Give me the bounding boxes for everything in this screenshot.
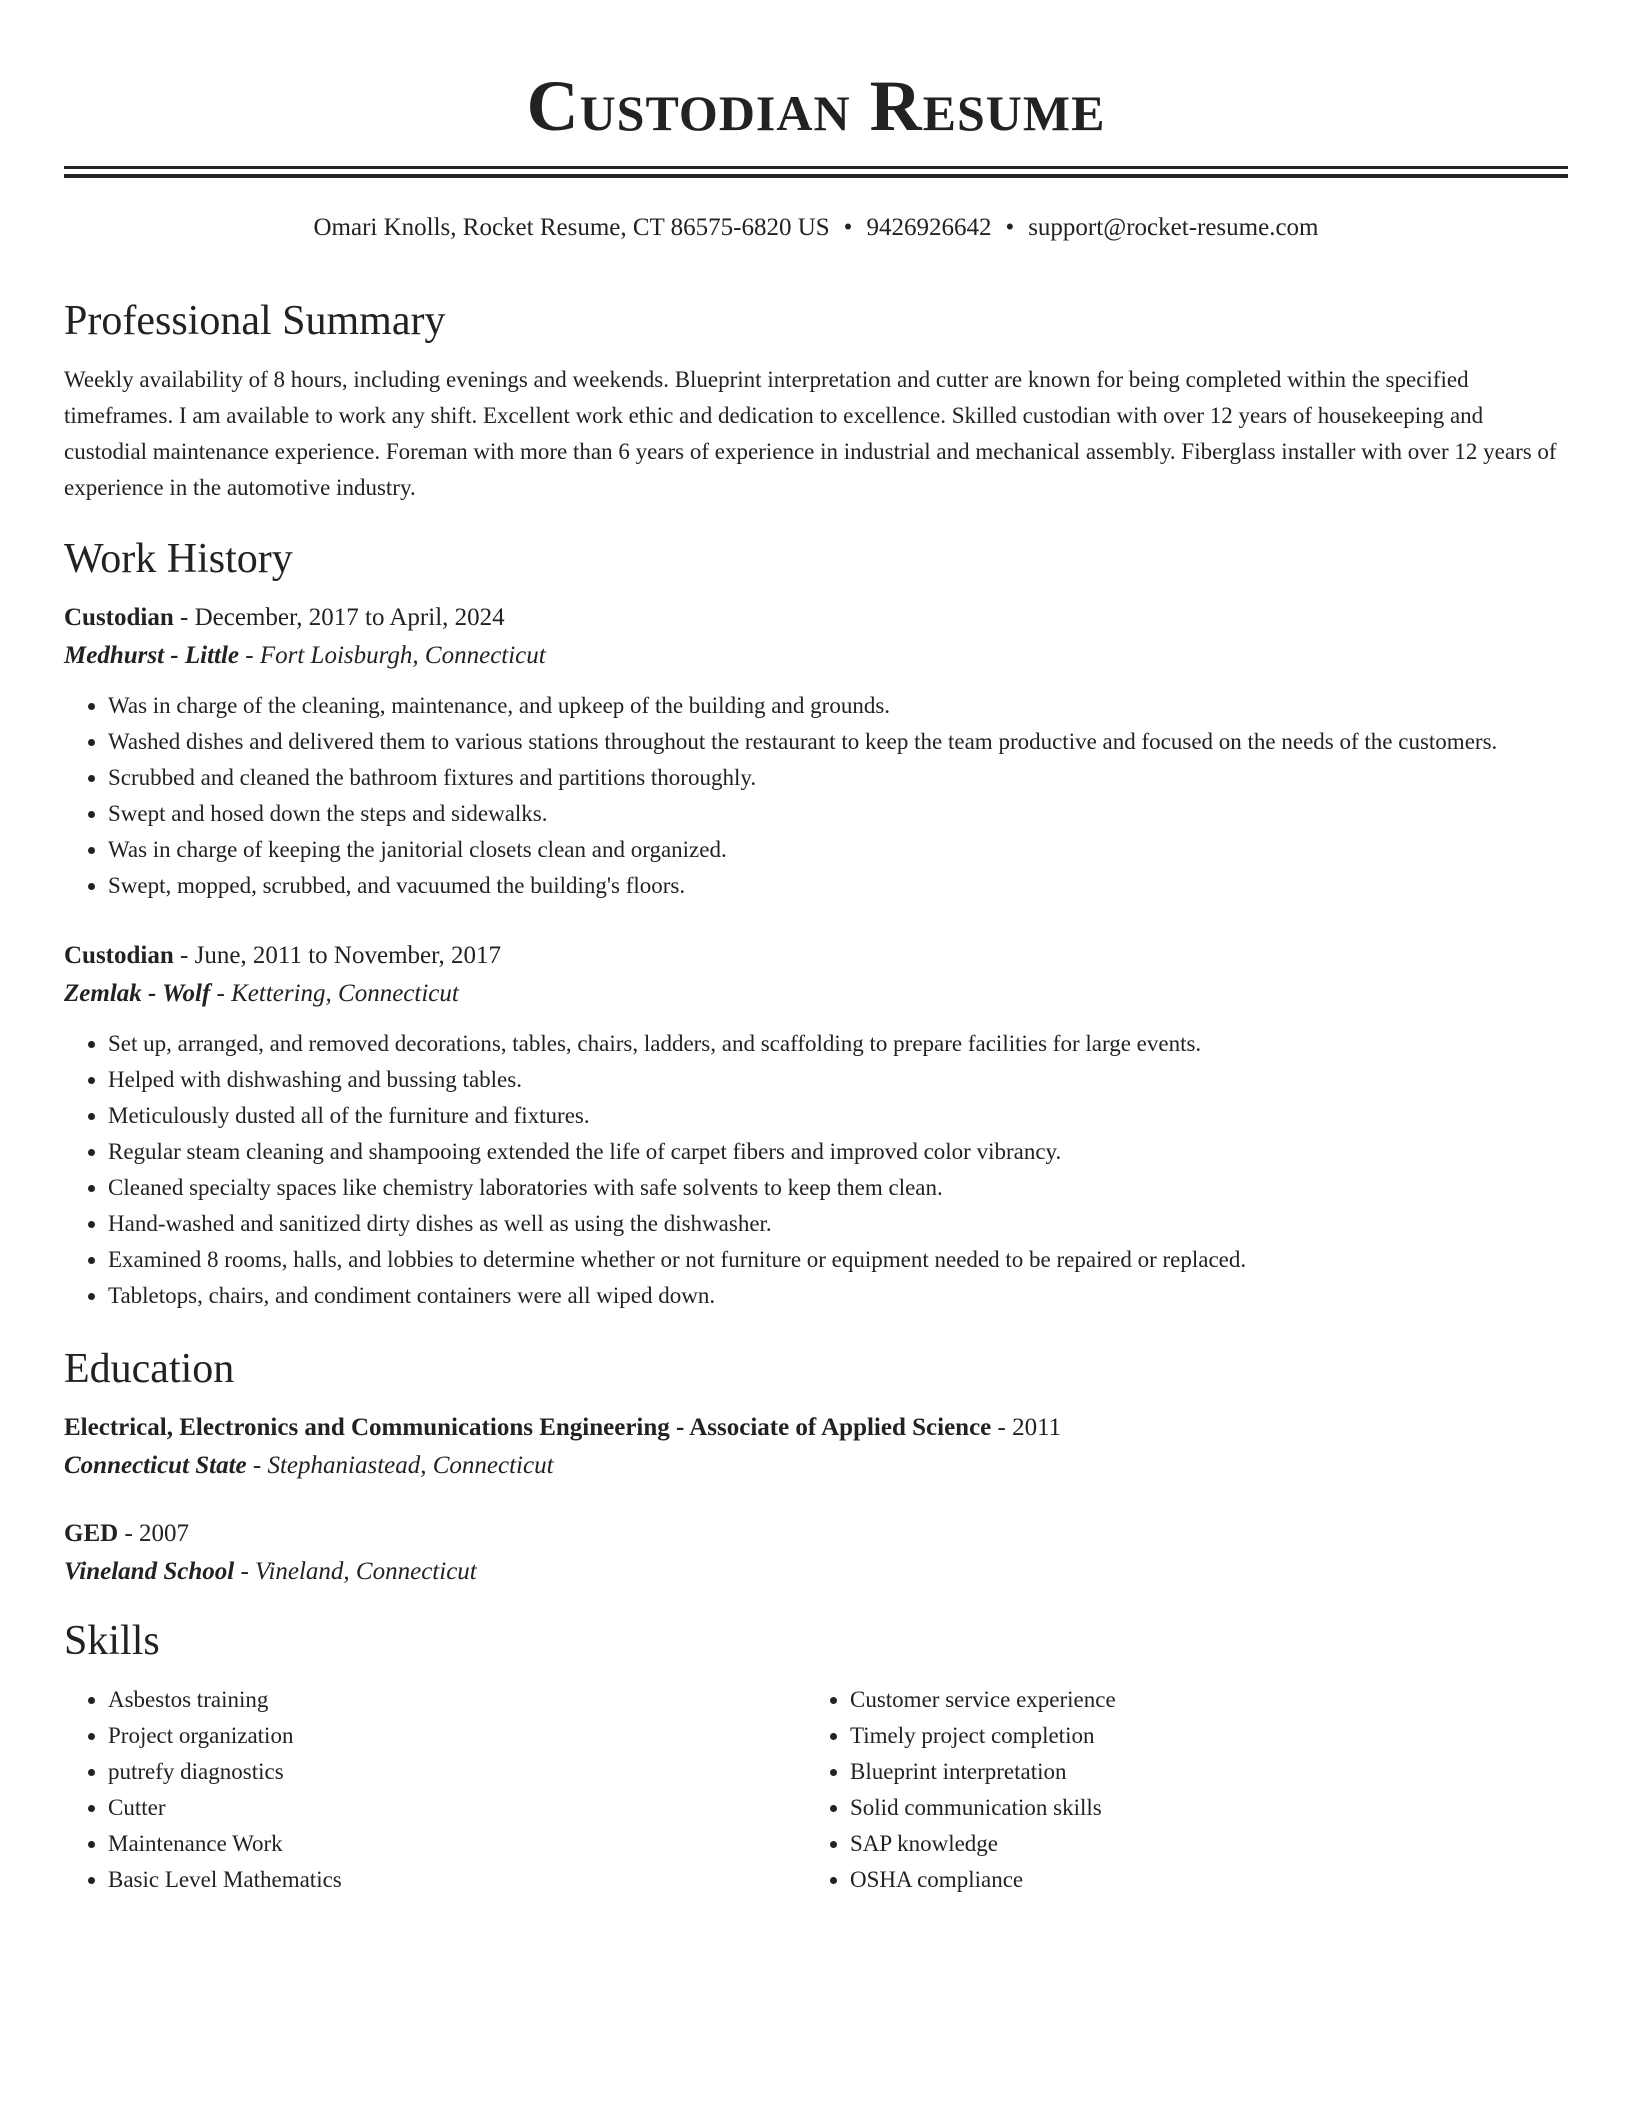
list-item: • Cleaned specialty spaces like chemistry laboratories with safe solvents to keep them clean. [108, 1170, 1568, 1206]
contact-phone: 9426926642 [866, 214, 992, 241]
job-title-line [64, 938, 1568, 974]
list-item: • putrefy diagnostics [108, 1754, 806, 1790]
job-bullets [64, 688, 1568, 904]
page-title: Custodian Resume [526, 66, 1106, 146]
list-item: • Swept, mopped, scrubbed, and vacuumed the building's floors. [108, 868, 1568, 904]
school-location: - Stephaniastead, Connecticut [246, 1452, 554, 1479]
skills-list-right [806, 1682, 1548, 1898]
employer-name: Medhurst - Little [64, 642, 240, 669]
education-entry [64, 1516, 1568, 1592]
school-location: - Vineland, Connecticut [234, 1558, 477, 1585]
job-title-line [64, 600, 1568, 636]
employer-line [64, 636, 1568, 676]
school-line [64, 1446, 1568, 1486]
header-rule-bottom [64, 174, 1568, 178]
list-item: • Was in charge of the cleaning, maintenance, and upkeep of the building and grounds. [108, 688, 1568, 724]
employer-name: Zemlak - Wolf [64, 980, 211, 1007]
skills-heading: Skills [64, 1618, 160, 1664]
employer-location: - Kettering, Connecticut [210, 980, 459, 1007]
list-item: • Hand-washed and sanitized dirty dishes as well as using the dishwasher. [108, 1206, 1568, 1242]
summary-text: Weekly availability of 8 hours, including evenings and weekends. Blueprint interpretation and cutter are known for being completed within the specified timeframes. I am available to work any shift. Excellent work ethic and dedication to excellence. Skilled custodian with over 12 years of housekeeping and custodial maintenance experience. Foreman with more than 6 years of experience in industrial and mechanical assembly. Fiberglass installer with over 12 years of experience in the automotive industry. [64, 367, 1557, 500]
list-item: • Helped with dishwashing and bussing tables. [108, 1062, 1568, 1098]
list-item: • Tabletops, chairs, and condiment containers were all wiped down. [108, 1278, 1568, 1314]
list-item: • Examined 8 rooms, halls, and lobbies to determine whether or not furniture or equipment needed to be repaired or replaced. [108, 1242, 1568, 1278]
degree-line [64, 1516, 1568, 1552]
school-name: Connecticut State [64, 1452, 247, 1479]
list-item: • Swept and hosed down the steps and sidewalks. [108, 796, 1568, 832]
list-item: • SAP knowledge [850, 1826, 1548, 1862]
work-history-heading: Work History [64, 536, 293, 582]
job-entry [64, 938, 1568, 1314]
list-item: • Project organization [108, 1718, 806, 1754]
list-item: • Meticulously dusted all of the furniture and fixtures. [108, 1098, 1568, 1134]
degree-name: GED [64, 1520, 119, 1547]
job-title: Custodian [64, 604, 174, 631]
list-item: • Set up, arranged, and removed decorations, tables, chairs, ladders, and scaffolding to prepare facilities for large events. [108, 1026, 1568, 1062]
school-name: Vineland School [64, 1558, 235, 1585]
list-item: • Scrubbed and cleaned the bathroom fixtures and partitions thoroughly. [108, 760, 1568, 796]
resume-page [64, 0, 1568, 1898]
degree-year: - 2007 [118, 1520, 190, 1547]
degree-year: - 2011 [991, 1414, 1062, 1441]
contact-address: Omari Knolls, Rocket Resume, CT 86575-6820 US [313, 214, 830, 241]
list-item: • Cutter [108, 1790, 806, 1826]
contact-separator: • [843, 214, 853, 241]
list-item: • Basic Level Mathematics [108, 1862, 806, 1898]
list-item: • Maintenance Work [108, 1826, 806, 1862]
employer-location: - Fort Loisburgh, Connecticut [239, 642, 546, 669]
contact-separator: • [1005, 214, 1015, 241]
list-item: • Solid communication skills [850, 1790, 1548, 1826]
list-item: • OSHA compliance [850, 1862, 1548, 1898]
list-item: • Washed dishes and delivered them to various stations throughout the restaurant to keep the team productive and focused on the needs of the customers. [108, 724, 1568, 760]
skills-list-left [64, 1682, 806, 1898]
list-item: • Blueprint interpretation [850, 1754, 1548, 1790]
degree-line [64, 1410, 1568, 1446]
employer-line [64, 974, 1568, 1014]
education-heading: Education [64, 1346, 235, 1392]
job-dates: - June, 2011 to November, 2017 [173, 942, 501, 969]
list-item: • Asbestos training [108, 1682, 806, 1718]
education-entry [64, 1410, 1568, 1486]
list-item: • Regular steam cleaning and shampooing extended the life of carpet fibers and improved color vibrancy. [108, 1134, 1568, 1170]
summary-heading: Professional Summary [64, 298, 446, 344]
contact-line [64, 212, 1568, 244]
list-item: • Timely project completion [850, 1718, 1548, 1754]
school-line [64, 1552, 1568, 1592]
job-entry [64, 600, 1568, 904]
job-bullets [64, 1026, 1568, 1314]
job-dates: - December, 2017 to April, 2024 [173, 604, 505, 631]
list-item: • Customer service experience [850, 1682, 1548, 1718]
list-item: • Was in charge of keeping the janitorial closets clean and organized. [108, 832, 1568, 868]
degree-name: Electrical, Electronics and Communications Engineering - Associate of Applied Science [64, 1414, 992, 1441]
contact-email: support@rocket-resume.com [1028, 214, 1319, 241]
skills-columns [64, 1682, 1568, 1898]
job-title: Custodian [64, 942, 174, 969]
